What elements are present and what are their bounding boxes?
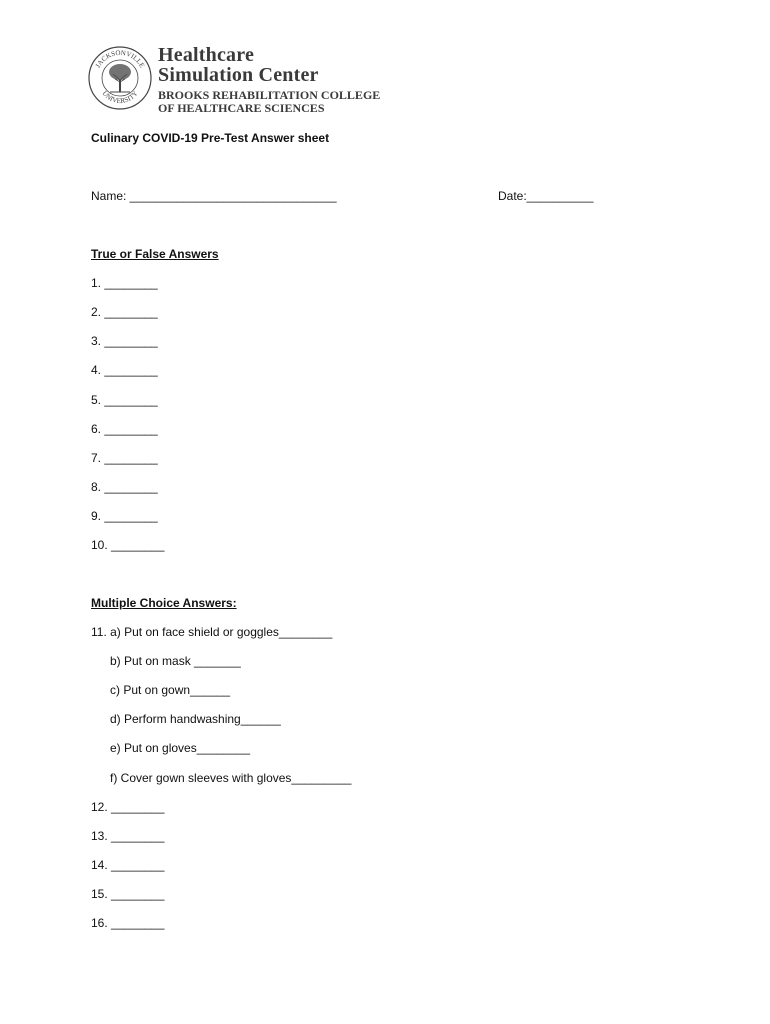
tree-icon — [109, 64, 131, 92]
logo — [88, 44, 381, 115]
date-field: Date:__________ — [498, 189, 594, 203]
seal-text-bottom: UNIVERSITY — [100, 89, 140, 106]
mc-answer-13: 13. ________ — [91, 829, 165, 843]
tf-answer-8: 8. ________ — [91, 480, 158, 494]
university-seal-icon — [88, 46, 152, 110]
true-false-heading: True or False Answers — [91, 247, 219, 261]
tf-answer-10: 10. ________ — [91, 538, 165, 552]
mc-answer-12: 12. ________ — [91, 800, 165, 814]
org-name-line2: Simulation Center — [158, 64, 319, 86]
page-title: Culinary COVID-19 Pre-Test Answer sheet — [91, 131, 330, 145]
mc-answer-11b: b) Put on mask _______ — [110, 654, 241, 668]
org-name-line1: Healthcare — [158, 44, 255, 66]
tf-answer-6: 6. ________ — [91, 422, 158, 436]
org-name-line4: OF HEALTHCARE SCIENCES — [158, 101, 325, 115]
mc-answer-15: 15. ________ — [91, 887, 165, 901]
mc-answer-16: 16. ________ — [91, 916, 165, 930]
tf-answer-3: 3. ________ — [91, 334, 158, 348]
mc-answer-11e: e) Put on gloves________ — [110, 741, 251, 755]
mc-answer-14: 14. ________ — [91, 858, 165, 872]
tf-answer-2: 2. ________ — [91, 305, 158, 319]
mc-answer-11f: f) Cover gown sleeves with gloves_________ — [110, 771, 352, 785]
mc-answer-11c: c) Put on gown______ — [110, 683, 231, 697]
tf-answer-1: 1. ________ — [91, 276, 158, 290]
name-field: Name: _______________________________ — [91, 189, 337, 203]
tf-answer-7: 7. ________ — [91, 451, 158, 465]
mc-answer-11a: 11. a) Put on face shield or goggles________ — [91, 625, 333, 639]
multiple-choice-heading: Multiple Choice Answers: — [91, 596, 237, 610]
tf-answer-5: 5. ________ — [91, 393, 158, 407]
tf-answer-4: 4. ________ — [91, 363, 158, 377]
org-name-line3: BROOKS REHABILITATION COLLEGE — [158, 88, 381, 102]
mc-answer-11d: d) Perform handwashing______ — [110, 712, 281, 726]
seal-text-top: JACKSONVILLE — [93, 48, 147, 70]
tf-answer-9: 9. ________ — [91, 509, 158, 523]
